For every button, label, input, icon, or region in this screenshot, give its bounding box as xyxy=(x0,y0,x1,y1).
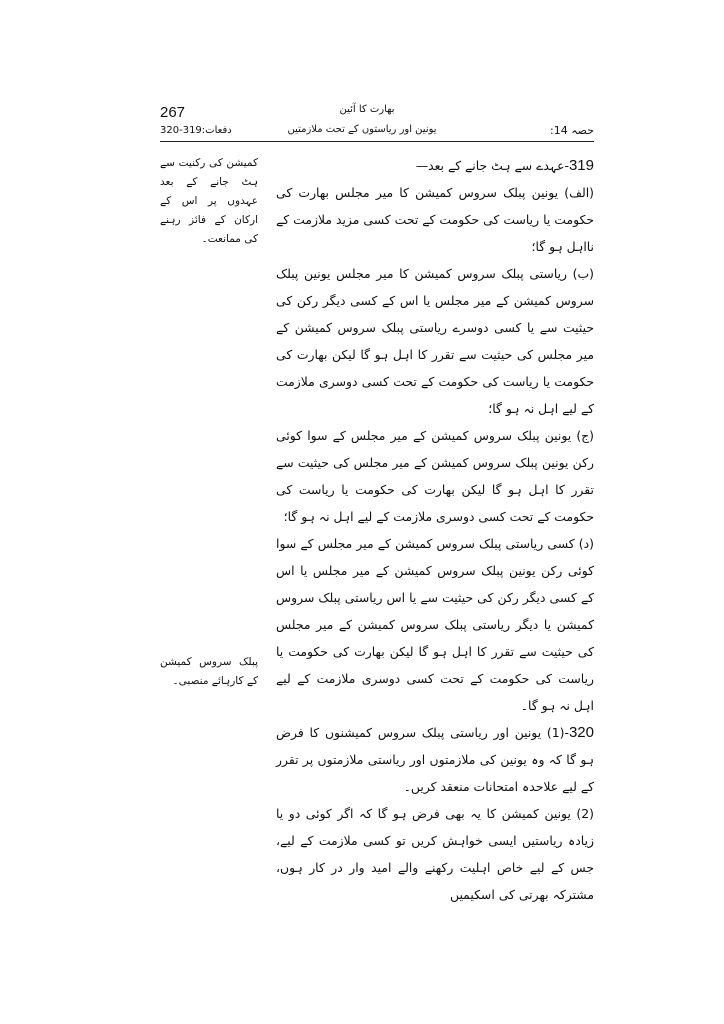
header-divider xyxy=(160,141,594,142)
book-title: بھارت کا آئین xyxy=(339,104,395,115)
part-number: حصہ 14: xyxy=(550,124,594,137)
clause-b: (ب) ریاستی پبلک سروس کمیشن کا میر مجلس یونین پبلک سروس کمیشن کے میر مجلس یا اس کے کسی دیگر رکن کی حیثیت سے یا کسی دوسرے ریاستی پبلک سروس کمیشن کے میر مجلس کی حیثیت سے تقرر کا اہل ہو گا لیکن بھارت کی حکومت یا ریاست کی حکومت کے تحت کسی دوسری ملازمت کے لیے اہل نہ ہو گا؛ xyxy=(276,266,594,416)
chapter-subtitle: یونین اور ریاستوں کے تحت ملازمتیں xyxy=(287,124,437,135)
clause-a: (الف) یونین پبلک سروس کمیشن کا میر مجلس بھارت کی حکومت یا ریاست کی حکومت کے تحت کسی مزید ملازمت کے نااہل ہو گا؛ xyxy=(276,185,594,254)
section-319-heading xyxy=(276,152,594,179)
clause-c: (ج) یونین پبلک سروس کمیشن کے میر مجلس کے سوا کوئی رکن یونین پبلک سروس کمیشن کے میر مجلس کی حیثیت سے تقرر کا اہل ہو گا لیکن بھارت کی حکومت یا ریاست کی حکومت کے تحت کسی دوسری ملازمت کے لیے اہل نہ ہو گا؛ xyxy=(276,428,594,524)
section-number: 319 xyxy=(568,157,594,174)
section-heading: -عہدے سے ہٹ جانے کے بعد— xyxy=(415,158,569,173)
clause-text: -(1) یونین اور ریاستی پبلک سروس کمیشنوں کا فرض ہو گا کہ وہ یونین کی ملازمتوں اور ریاستی ملازمتوں پر تقرر کے لیے علاحدہ امتحانات منعقد کریں۔ xyxy=(276,725,594,794)
clause-d: (د) کسی ریاستی پبلک سروس کمیشن کے میر مجلس کے سوا کوئی رکن یونین پبلک سروس کمیشن کے میر مجلس یا اس کے کسی دیگر رکن کی حیثیت سے یا اس ریاستی پبلک سروس کمیشن یا دیگر ریاستی پبلک سروس کمیشن کے میر مجلس کی حیثیت سے تقرر کا اہل ہو گا لیکن بھارت کی حکومت یا ریاست کی حکومت کے تحت کسی دوسری ملازمت کے لیے اہل نہ ہو گا۔ xyxy=(276,536,594,713)
section-320-clause-1 xyxy=(276,719,594,800)
section-number: 320 xyxy=(568,724,594,741)
body-text xyxy=(276,152,594,908)
margin-note-319: کمیشن کی رکنیت سے ہٹ جانے کے بعد عہدوں پر اس کے ارکان کے فائز رہنے کی ممانعت۔ xyxy=(160,157,258,245)
section-320-clause-2: (2) یونین کمیشن کا یہ بھی فرض ہو گا کہ اگر کوئی دو یا زیادہ ریاستیں ایسی خواہش کریں تو کسی ملازمت کے لیے، جس کے لیے خاص اہلیت رکھنے والے امید وار در کار ہوں، مشترکہ بھرتی کی اسکیمیں xyxy=(276,806,594,902)
margin-note-320: پبلک سروس کمیشن کے کارہائے منصبی۔ xyxy=(160,656,258,687)
page-number: 267 xyxy=(160,104,186,121)
sections-range: دفعات:319-320 xyxy=(160,125,232,136)
